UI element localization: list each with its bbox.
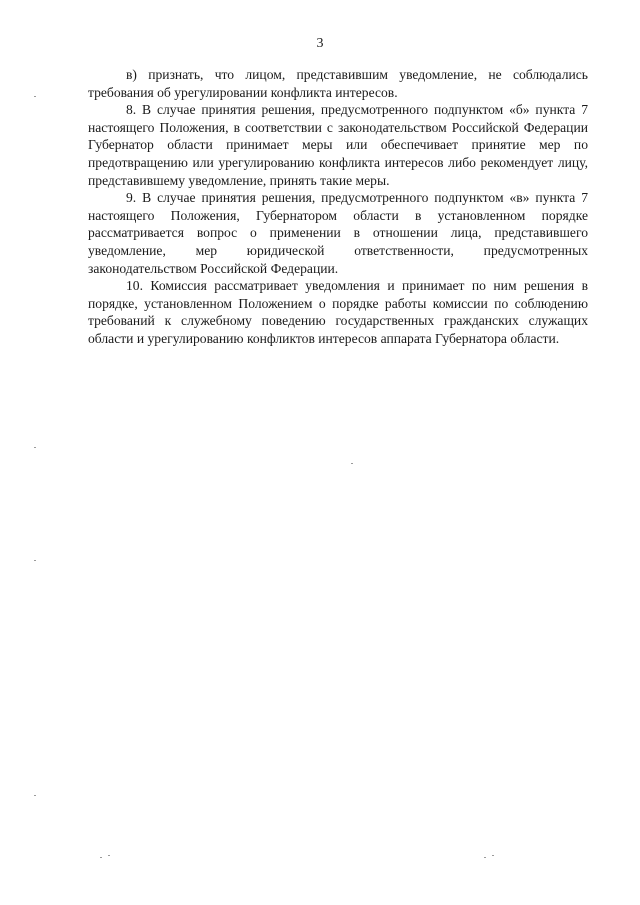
paragraph-8: 8. В случае принятия решения, предусмотренного подпунктом «б» пункта 7 настоящего Положения, в соответствии с законодательством Российской Федерации Губернатор области принимает меры или обеспечивает принятие мер по предотвращению или урегулированию конфликта интересов либо рекомендует лицу, представившему уведомление, принять такие меры. bbox=[88, 102, 588, 188]
scan-speck bbox=[484, 857, 486, 858]
paragraph-10: 10. Комиссия рассматривает уведомления и принимает по ним решения в порядке, установленном Положением о порядке работы комиссии по соблюдению требований к служебному поведению государственных гражданских служащих области и урегулированию конфликтов интересов аппарата Губернатора области. bbox=[88, 278, 588, 346]
paragraph-subitem-v: в) признать, что лицом, представившим уведомление, не соблюдались требования об урегулировании конфликта интересов. bbox=[88, 67, 588, 100]
scan-speck bbox=[100, 857, 102, 858]
scan-speck bbox=[34, 560, 36, 561]
scan-speck bbox=[34, 795, 36, 796]
scan-speck bbox=[34, 96, 36, 97]
scan-speck bbox=[34, 447, 36, 448]
document-body bbox=[88, 66, 588, 348]
scan-speck bbox=[351, 463, 353, 464]
paragraph-9: 9. В случае принятия решения, предусмотренного подпунктом «в» пункта 7 настоящего Положения, Губернатором области в установленном порядке рассматривается вопрос о применении в отношении лица, представившего уведомление, мер юридической ответственности, предусмотренных законодательством Российской Федерации. bbox=[88, 190, 588, 276]
scan-speck bbox=[492, 855, 494, 856]
scan-speck bbox=[108, 855, 110, 856]
page-number: 3 bbox=[316, 36, 324, 51]
